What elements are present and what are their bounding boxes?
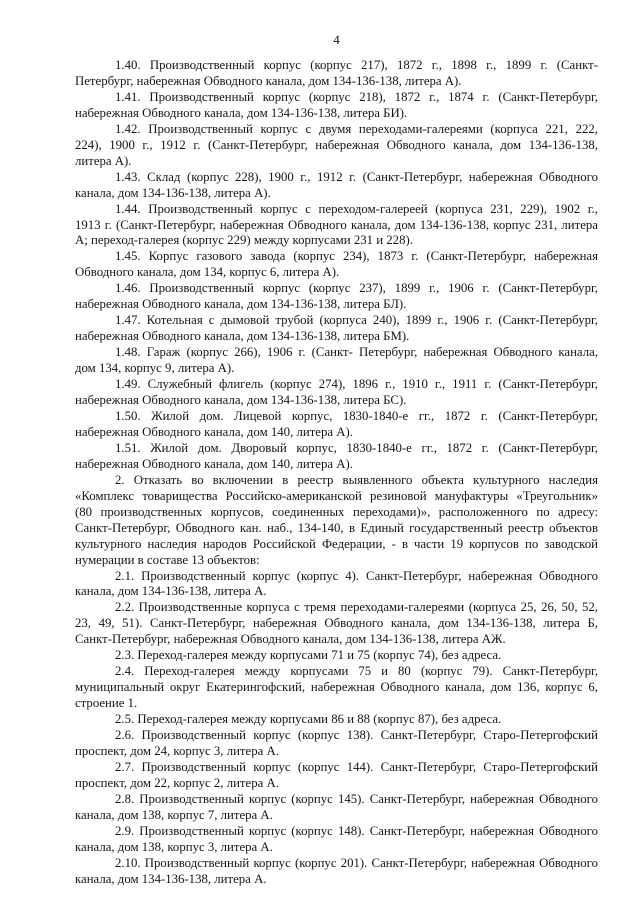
text-line: проспект, дом 24, корпус 3, литера А. [75, 743, 279, 758]
paragraph-1-46 [75, 281, 598, 313]
paragraph-1-51 [75, 441, 598, 473]
text-line: 2.1. Производственный корпус (корпус 4). Санкт-Петербург, набережная Обводного [115, 568, 598, 583]
text-line: строение 1. [75, 696, 138, 711]
text-line: 2.3. Переход-галерея между корпусами 71 и 75 (корпус 74), без адреса. [115, 648, 502, 663]
paragraph-2-10 [75, 856, 598, 888]
text-line: 1.44. Производственный корпус с переходом-галереей (корпуса 231, 229), 1902 г., [115, 201, 598, 216]
paragraph-1-42 [75, 122, 598, 170]
paragraph-2 [75, 473, 598, 569]
text-line: культурного наследия народов Российской Федерации, - в части 19 корпусов по заводской [75, 536, 598, 551]
text-line: набережная Обводного канала, дом 134-136-138, литера БЛ). [75, 297, 407, 312]
text-line: 1.49. Служебный флигель (корпус 274), 1896 г., 1910 г., 1911 г. (Санкт-Петербург, [115, 377, 598, 392]
paragraph-2-7 [75, 760, 598, 792]
text-line: 1913 г. (Санкт-Петербург, набережная Обводного канала, дом 134-136-138, корпус 231, литера [75, 217, 598, 232]
text-line: 1.45. Корпус газового завода (корпус 234), 1873 г. (Санкт-Петербург, набережная [115, 249, 598, 264]
paragraph-1-47 [75, 313, 598, 345]
text-line: литера А). [75, 153, 132, 168]
text-line: 1.47. Котельная с дымовой трубой (корпуса 240), 1899 г., 1906 г. (Санкт-Петербург, [115, 313, 598, 328]
text-line: «Комплекс товарищества Российско-американской резиновой мануфактуры «Треугольник» [75, 488, 598, 503]
paragraph-1-41 [75, 90, 598, 122]
document-body [75, 58, 598, 888]
text-line: 2.9. Производственный корпус (корпус 148). Санкт-Петербург, набережная Обводного [115, 823, 598, 838]
text-line: канала, дом 138, корпус 7, литера А. [75, 807, 273, 822]
paragraph-1-44 [75, 202, 598, 250]
text-line: Санкт-Петербург, набережная Обводного канала, дом 134-136-138, литера АЖ. [75, 632, 506, 647]
text-line: 2.5. Переход-галерея между корпусами 86 и 88 (корпус 87), без адреса. [115, 712, 502, 727]
paragraph-1-43 [75, 170, 598, 202]
text-line: 1.51. Жилой дом. Дворовый корпус, 1830-1840-е гг., 1872 г. (Санкт-Петербург, [115, 440, 598, 455]
text-line: нумерации в составе 13 объектов: [75, 552, 260, 567]
page-number: 4 [333, 32, 340, 47]
paragraph-1-49 [75, 377, 598, 409]
text-line: 2.10. Производственный корпус (корпус 201). Санкт-Петербург, набережная Обводного [115, 855, 598, 870]
text-line: 1.41. Производственный корпус (корпус 218), 1872 г., 1874 г. (Санкт-Петербург, [115, 89, 598, 104]
text-line: 2.4. Переход-галерея между корпусами 75 и 80 (корпус 79). Санкт-Петербург, [115, 664, 598, 679]
text-line: 1.40. Производственный корпус (корпус 217), 1872 г., 1898 г., 1899 г. (Санкт- [115, 58, 598, 72]
text-line: набережная Обводного канала, дом 140, литера А). [75, 456, 353, 471]
text-line: 2. Отказать во включении в реестр выявленного объекта культурного наследия [115, 472, 598, 487]
text-line: 1.43. Склад (корпус 228), 1900 г., 1912 г. (Санкт-Петербург, набережная Обводного [115, 169, 598, 184]
text-line: муниципальный округ Екатерингофский, набережная Обводного канала, дом 136, корпус 6, [75, 680, 598, 695]
paragraph-1-45 [75, 249, 598, 281]
paragraph-2-5 [75, 712, 598, 728]
paragraph-2-6 [75, 728, 598, 760]
text-line: 1.46. Производственный корпус (корпус 237), 1899 г., 1906 г. (Санкт-Петербург, [115, 281, 598, 296]
text-line: канала, дом 134-136-138, литера А). [75, 185, 271, 200]
text-line: 224), 1900 г., 1912 г. (Санкт-Петербург, набережная Обводного канала, дом 134-136-138, [75, 137, 598, 152]
text-line: 2.6. Производственный корпус (корпус 138). Санкт-Петербург, Старо-Петергофский [115, 728, 598, 743]
paragraph-2-3 [75, 648, 598, 664]
paragraph-1-48 [75, 345, 598, 377]
text-line: Петербург, набережная Обводного канала, дом 134-136-138, литера А). [75, 73, 462, 88]
paragraph-2-2 [75, 600, 598, 648]
paragraph-2-4 [75, 664, 598, 712]
text-line: проспект, дом 22, корпус 2, литера А. [75, 775, 279, 790]
text-line: 1.50. Жилой дом. Лицевой корпус, 1830-1840-е гг., 1872 г. (Санкт-Петербург, [115, 408, 598, 423]
text-line: канала, дом 134-136-138, литера А. [75, 584, 267, 599]
text-line: 2.8. Производственный корпус (корпус 145). Санкт-Петербург, набережная Обводного [115, 791, 598, 806]
text-line: Санкт-Петербург, Обводного кан. наб., 134-140, в Единый государственный реестр объектов [75, 520, 598, 535]
text-line: 1.42. Производственный корпус с двумя переходами-галереями (корпуса 221, 222, [115, 121, 598, 136]
paragraph-1-50 [75, 409, 598, 441]
text-line: 23, 49, 51). Санкт-Петербург, набережная Обводного канала, дом 134-136-138, литера Б, [75, 616, 598, 631]
text-line: набережная Обводного канала, дом 134-136-138, литера БС). [75, 393, 407, 408]
text-line: (80 производственных корпусов, соединенных переходами)», расположенного по адресу: [75, 504, 598, 519]
paragraph-2-1 [75, 569, 598, 601]
text-line: А; переход-галерея (корпус 229) между корпусами 231 и 228). [75, 233, 413, 248]
text-line: дом 134, корпус 9, литера А). [75, 361, 235, 376]
text-line: канала, дом 134-136-138, литера А. [75, 871, 267, 886]
text-line: 1.48. Гараж (корпус 266), 1906 г. (Санкт- Петербург, набережная Обводного канала, [115, 345, 598, 360]
paragraph-2-9 [75, 824, 598, 856]
text-line: набережная Обводного канала, дом 140, литера А). [75, 424, 353, 439]
text-line: набережная Обводного канала, дом 134-136-138, литера БМ). [75, 329, 410, 344]
text-line: набережная Обводного канала, дом 134-136-138, литера БИ). [75, 105, 408, 120]
text-line: Обводного канала, дом 134, корпус 6, литера А). [75, 265, 340, 280]
paragraph-2-8 [75, 792, 598, 824]
text-line: канала, дом 138, корпус 3, литера А. [75, 839, 273, 854]
text-line: 2.2. Производственные корпуса с тремя переходами-галереями (корпуса 25, 26, 50, 52, [115, 600, 598, 615]
paragraph-1-40 [75, 58, 598, 90]
text-line: 2.7. Производственный корпус (корпус 144). Санкт-Петербург, Старо-Петергофский [115, 759, 598, 774]
